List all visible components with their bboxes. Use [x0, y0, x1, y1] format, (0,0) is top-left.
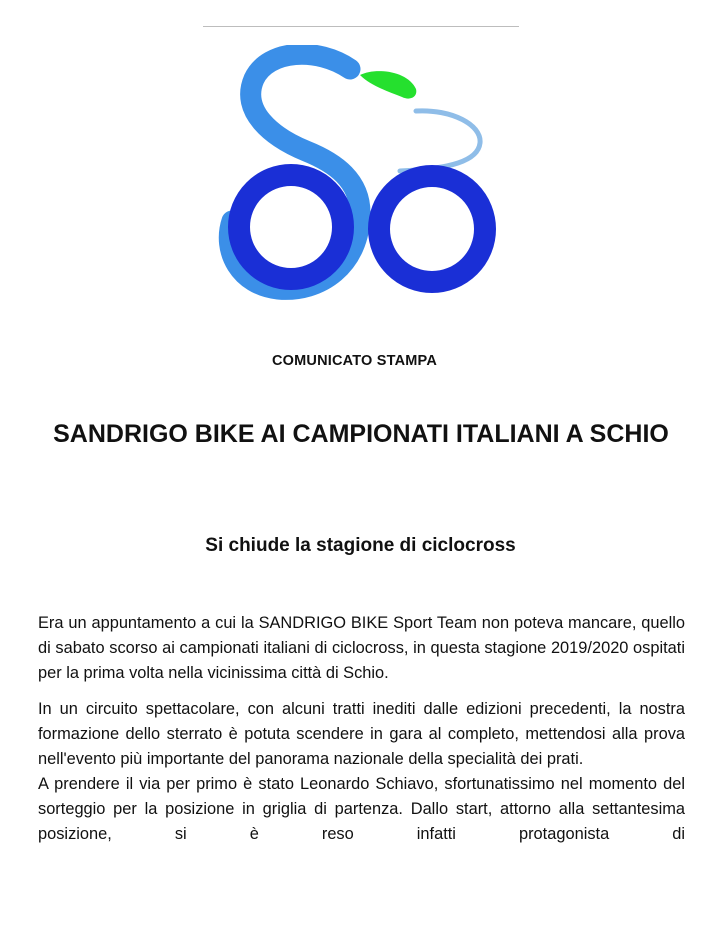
article-body	[38, 611, 685, 847]
sandrigo-bike-logo	[210, 45, 500, 307]
paragraph-1: Era un appuntamento a cui la SANDRIGO BIKE Sport Team non poteva mancare, quello di sabato scorso ai campionati italiani di ciclocross, in questa stagione 2019/2020 ospitati per la prima volta nella vicinissima città di Schio.	[38, 614, 685, 682]
logo-helmet-icon	[360, 71, 416, 98]
press-release-label: COMUNICATO STAMPA	[271, 353, 438, 369]
paragraph-2: In un circuito spettacolare, con alcuni tratti inediti dalle edizioni precedenti, la nostra formazione dello sterrato è potuta scendere in gara al completo, mettendosi alla prova nell'evento più importante del panorama nazionale della specialità dei prati.	[38, 700, 685, 768]
page-title: SANDRIGO BIKE AI CAMPIONATI ITALIANI A SCHIO	[53, 420, 669, 448]
logo-right-wheel-icon	[379, 176, 485, 282]
logo-swoosh-icon	[400, 111, 480, 171]
paragraph-3: A prendere il via per primo è stato Leonardo Schiavo, sfortunatissimo nel momento del sorteggio per la posizione in griglia di partenza. Dallo start, attorno alla settantesima posizione, si è reso infatti protagonista di	[38, 775, 685, 843]
logo-left-wheel-icon	[239, 175, 343, 279]
top-divider	[203, 26, 519, 27]
page-subtitle: Si chiude la stagione di ciclocross	[205, 535, 516, 556]
